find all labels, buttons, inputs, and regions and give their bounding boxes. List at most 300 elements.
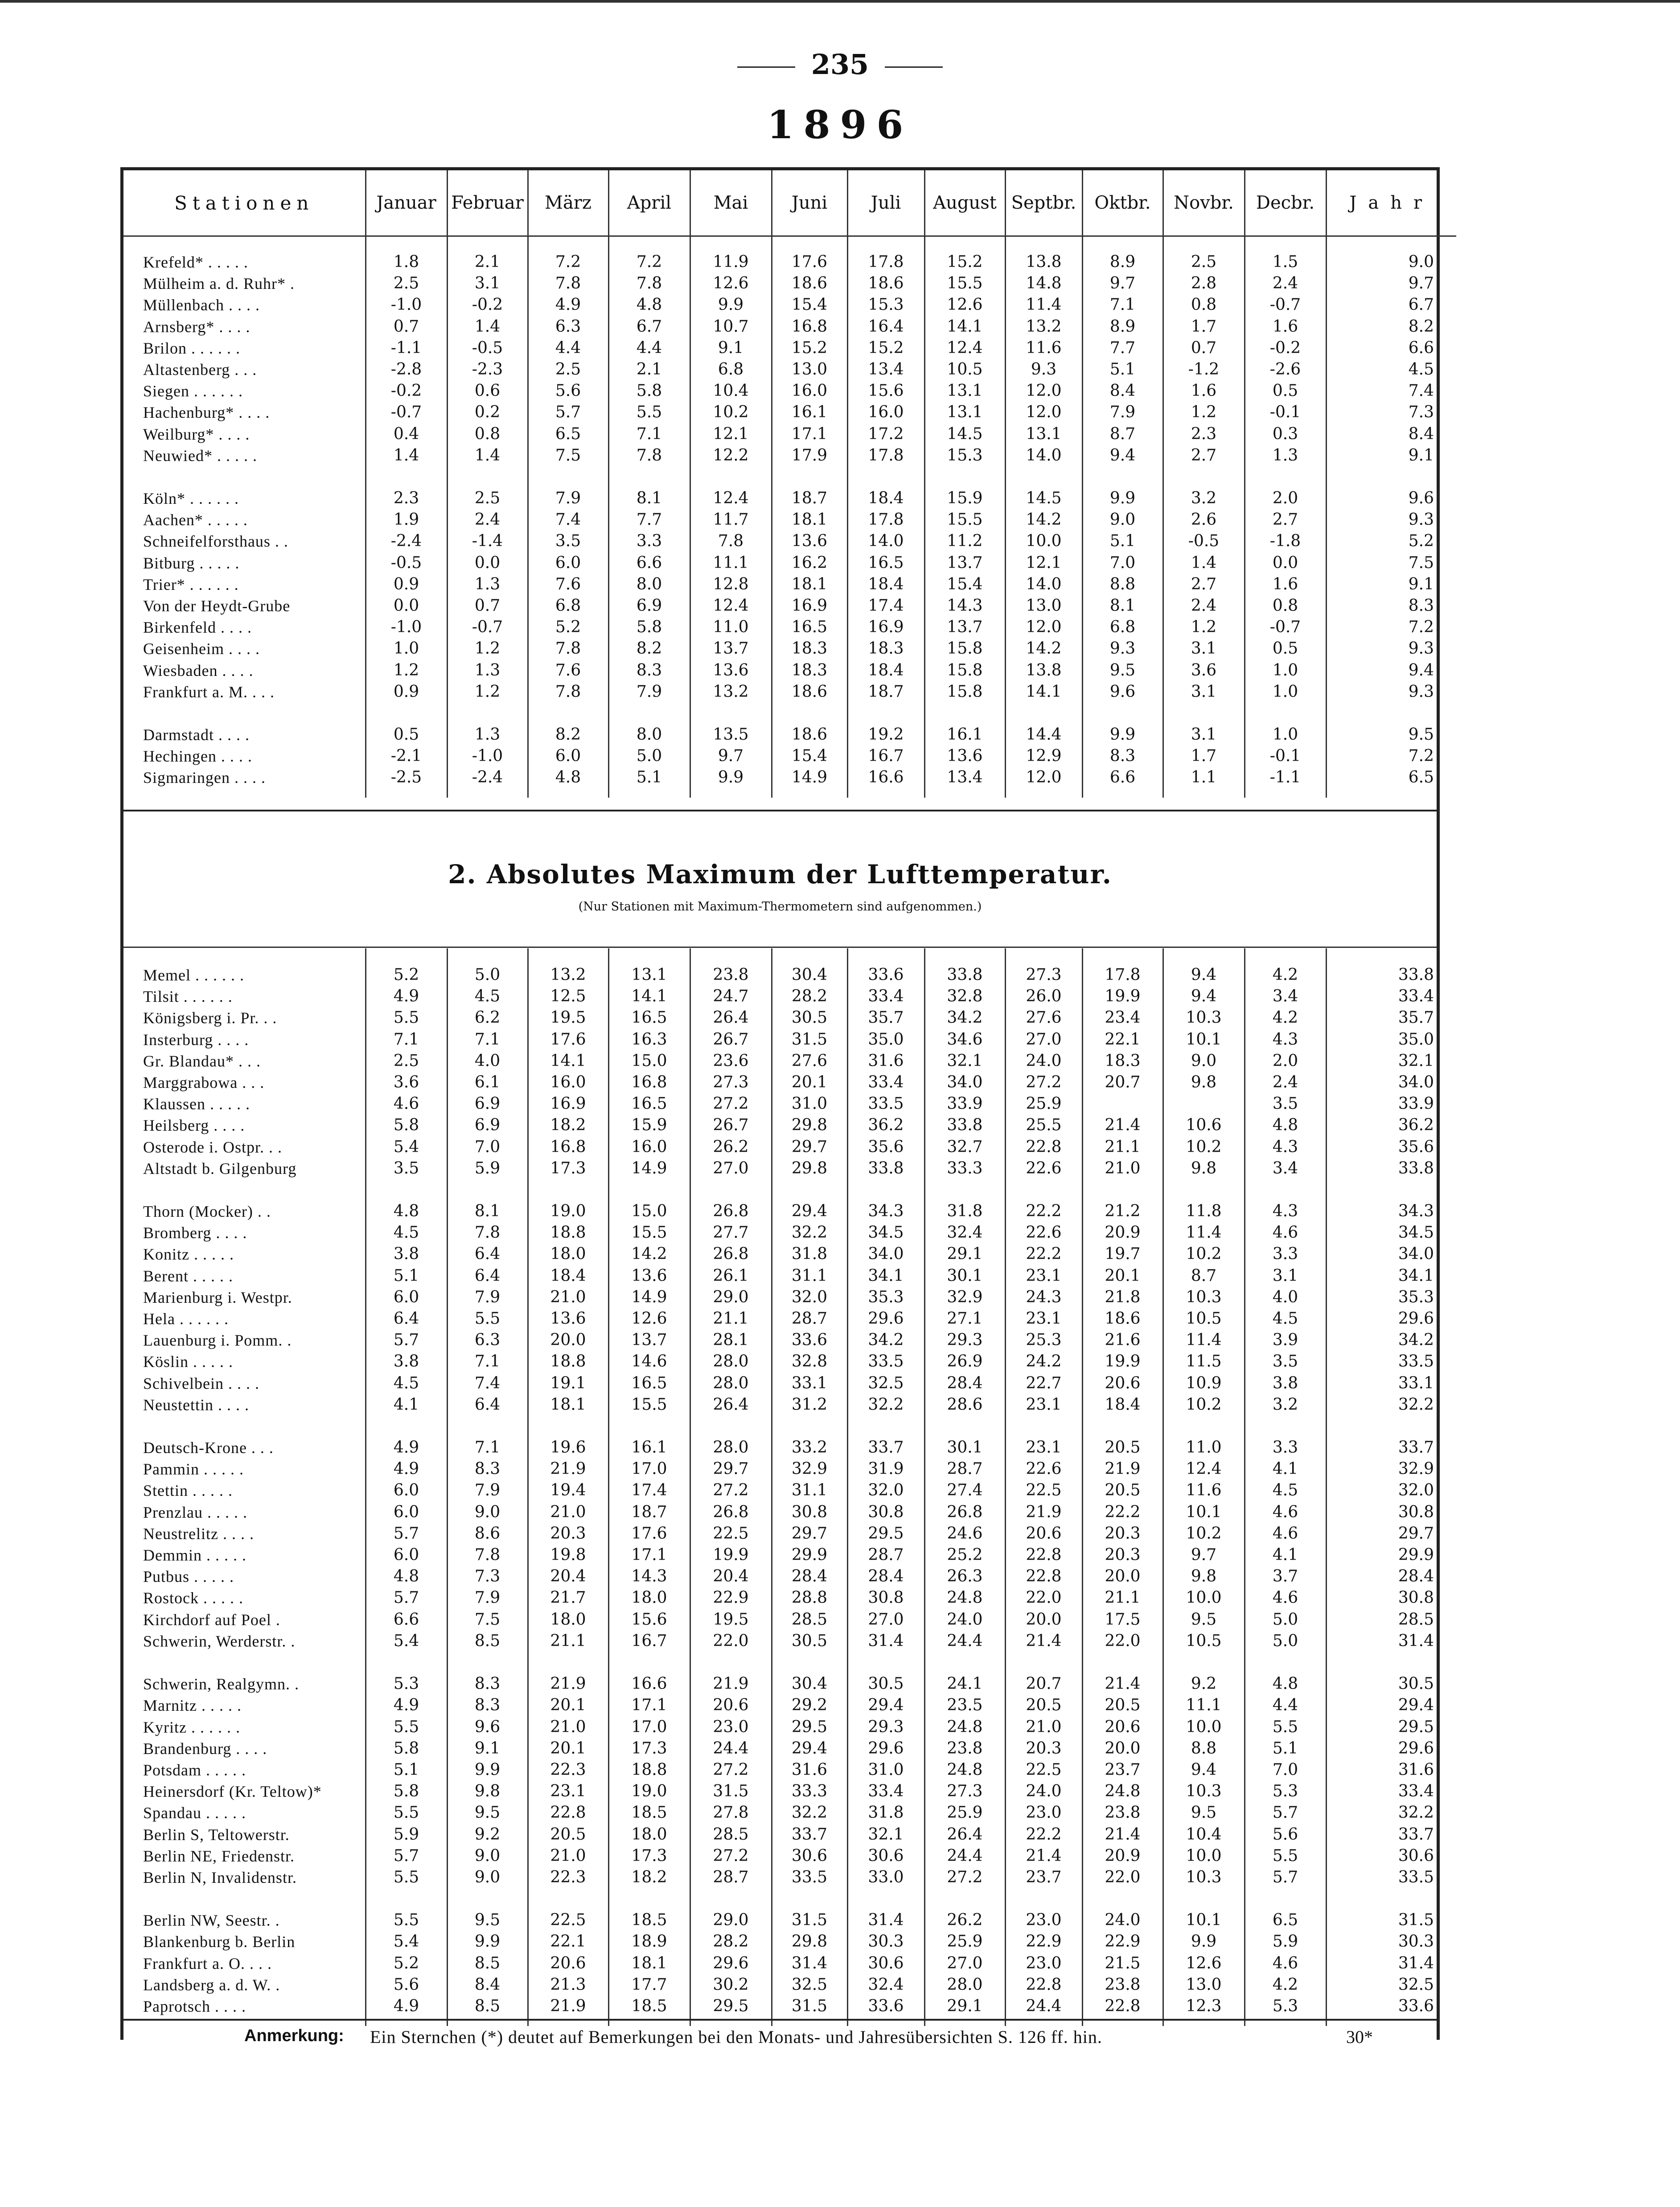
station-name: Berlin NW, Seestr. .: [143, 1911, 280, 1930]
month-value-cell: 9.1: [690, 338, 772, 359]
month-value-cell: 29.6: [847, 1308, 924, 1330]
month-value-cell: 24.4: [924, 1631, 1005, 1652]
month-value-cell: 2.1: [447, 251, 528, 273]
month-value-cell: 5.9: [447, 1158, 528, 1179]
month-value-cell: 18.1: [608, 1953, 690, 1974]
spacer-cell: [123, 466, 366, 488]
month-value-cell: 4.5: [1245, 1480, 1326, 1501]
spacer-cell: [772, 1179, 847, 1201]
month-value-cell: 18.4: [847, 574, 924, 595]
month-value-cell: 2.1: [608, 359, 690, 380]
spacer-cell: [1326, 948, 1456, 964]
station-row: [123, 1867, 1456, 1888]
month-value-cell: -0.2: [366, 380, 447, 402]
station-row: [123, 1695, 1456, 1716]
month-value-cell: 1.6: [1245, 316, 1326, 338]
month-value-cell: 1.3: [447, 724, 528, 745]
year-value-cell: 33.6: [1326, 1996, 1456, 2017]
spacer-cell: [1245, 703, 1326, 724]
station-row: [123, 1502, 1456, 1523]
month-value-cell: 5.5: [366, 1867, 447, 1888]
month-value-cell: 13.8: [1005, 660, 1082, 681]
month-value-cell: 14.1: [608, 986, 690, 1007]
month-value-cell: 20.9: [1082, 1222, 1163, 1243]
month-value-cell: 2.0: [1245, 488, 1326, 509]
month-value-cell: 5.5: [366, 1007, 447, 1029]
station-row: [123, 1243, 1456, 1265]
station-name: Mülheim a. d. Ruhr* .: [143, 275, 295, 293]
month-value-cell: 1.5: [1245, 251, 1326, 273]
month-value-cell: 7.3: [447, 1566, 528, 1587]
month-value-cell: 3.8: [366, 1351, 447, 1372]
month-value-cell: 31.5: [772, 1996, 847, 2017]
spacer-cell: [690, 466, 772, 488]
month-value-cell: 3.1: [447, 273, 528, 294]
month-value-cell: 8.4: [1082, 380, 1163, 402]
month-value-cell: 11.1: [690, 552, 772, 574]
month-value-cell: 31.4: [772, 1953, 847, 1974]
month-value-cell: 3.6: [366, 1072, 447, 1093]
month-value-cell: 3.1: [1163, 681, 1245, 703]
month-value-cell: 13.0: [1163, 1974, 1245, 1996]
header-month: Mai: [690, 170, 772, 236]
month-value-cell: 13.6: [690, 660, 772, 681]
station-row: [123, 359, 1456, 380]
year-value-cell: 32.1: [1326, 1050, 1456, 1072]
month-value-cell: 2.5: [447, 488, 528, 509]
month-value-cell: 7.6: [528, 574, 608, 595]
month-value-cell: 3.7: [1245, 1566, 1326, 1587]
month-value-cell: 27.6: [1005, 1007, 1082, 1029]
year-value-cell: 8.3: [1326, 595, 1456, 617]
month-value-cell: 31.8: [924, 1201, 1005, 1222]
year-value-cell: 33.4: [1326, 1781, 1456, 1802]
year-value-cell: 30.5: [1326, 1673, 1456, 1695]
month-value-cell: 5.7: [366, 1845, 447, 1867]
station-row: [123, 1931, 1456, 1952]
month-value-cell: 28.1: [690, 1330, 772, 1351]
month-value-cell: 15.6: [847, 380, 924, 402]
month-value-cell: 8.0: [608, 574, 690, 595]
month-value-cell: 34.0: [924, 1072, 1005, 1093]
month-value-cell: 28.7: [847, 1544, 924, 1566]
station-row: [123, 1351, 1456, 1372]
month-value-cell: 3.3: [608, 531, 690, 552]
month-value-cell: 18.8: [608, 1759, 690, 1781]
month-value-cell: 4.8: [366, 1566, 447, 1587]
station-row: [123, 1201, 1456, 1222]
spacer-cell: [690, 1416, 772, 1437]
month-value-cell: 30.3: [847, 1931, 924, 1952]
month-value-cell: 25.9: [1005, 1093, 1082, 1115]
month-value-cell: 9.5: [1082, 660, 1163, 681]
month-value-cell: 20.7: [1005, 1673, 1082, 1695]
station-name: Frankfurt a. O. . . .: [143, 1954, 272, 1972]
spacer-cell: [1326, 1416, 1456, 1437]
month-value-cell: 23.8: [690, 964, 772, 986]
month-value-cell: 2.0: [1245, 1050, 1326, 1072]
month-value-cell: 1.4: [447, 445, 528, 466]
month-value-cell: 7.8: [690, 531, 772, 552]
station-name: Müllenbach . . . .: [143, 296, 260, 314]
month-value-cell: 5.5: [1245, 1717, 1326, 1738]
month-value-cell: 11.6: [1005, 338, 1082, 359]
month-value-cell: 3.5: [1245, 1351, 1326, 1372]
year-value-cell: 30.3: [1326, 1931, 1456, 1952]
spacer-cell: [1163, 1179, 1245, 1201]
month-value-cell: 29.5: [847, 1523, 924, 1544]
month-value-cell: 30.4: [772, 1673, 847, 1695]
station-row: [123, 1437, 1456, 1458]
year-value-cell: 30.8: [1326, 1502, 1456, 1523]
month-value-cell: 12.0: [1005, 402, 1082, 423]
spacer-row: [123, 1416, 1456, 1437]
spacer-cell: [1163, 1652, 1245, 1673]
month-value-cell: 21.4: [1082, 1673, 1163, 1695]
month-value-cell: 22.0: [1005, 1587, 1082, 1609]
month-value-cell: 13.0: [772, 359, 847, 380]
station-name: Sigmaringen . . . .: [143, 769, 266, 787]
month-value-cell: 4.0: [1245, 1287, 1326, 1308]
month-value-cell: 16.8: [608, 1072, 690, 1093]
station-name: Konitz . . . . .: [143, 1245, 234, 1264]
month-value-cell: 17.6: [528, 1029, 608, 1050]
month-value-cell: 15.8: [924, 638, 1005, 659]
month-value-cell: 24.1: [924, 1673, 1005, 1695]
spacer-cell: [123, 703, 366, 724]
month-value-cell: 5.3: [1245, 1781, 1326, 1802]
month-value-cell: 15.5: [924, 273, 1005, 294]
month-value-cell: 22.6: [1005, 1158, 1082, 1179]
month-value-cell: 0.5: [1245, 380, 1326, 402]
month-value-cell: 5.2: [528, 617, 608, 638]
month-value-cell: 32.1: [924, 1050, 1005, 1072]
month-value-cell: 18.5: [608, 1802, 690, 1824]
month-value-cell: 6.9: [447, 1115, 528, 1136]
spacer-cell: [528, 703, 608, 724]
month-value-cell: 22.0: [1082, 1867, 1163, 1888]
month-value-cell: 20.1: [528, 1695, 608, 1716]
month-value-cell: 21.0: [528, 1845, 608, 1867]
month-value-cell: 18.0: [608, 1587, 690, 1609]
month-value-cell: 22.7: [1005, 1373, 1082, 1394]
month-value-cell: 27.2: [690, 1480, 772, 1501]
month-value-cell: 9.2: [1163, 1673, 1245, 1695]
spacer-cell: [924, 466, 1005, 488]
month-value-cell: -1.0: [447, 745, 528, 767]
month-value-cell: 14.3: [608, 1566, 690, 1587]
station-name: Potsdam . . . . .: [143, 1761, 246, 1779]
month-value-cell: 26.9: [924, 1351, 1005, 1372]
month-value-cell: 6.4: [447, 1394, 528, 1416]
month-value-cell: 16.0: [608, 1136, 690, 1158]
month-value-cell: 5.9: [366, 1824, 447, 1845]
month-value-cell: 14.1: [924, 316, 1005, 338]
month-value-cell: 16.0: [772, 380, 847, 402]
month-value-cell: 21.9: [528, 1458, 608, 1480]
month-value-cell: 10.0: [1005, 531, 1082, 552]
month-value-cell: 32.9: [924, 1287, 1005, 1308]
spacer-row: [123, 703, 1456, 724]
month-value-cell: 9.4: [1163, 964, 1245, 986]
month-value-cell: 21.0: [528, 1502, 608, 1523]
spacer-cell: [528, 1179, 608, 1201]
spacer-cell: [1082, 703, 1163, 724]
month-value-cell: 28.0: [690, 1437, 772, 1458]
month-value-cell: 5.0: [447, 964, 528, 986]
month-value-cell: 8.3: [447, 1695, 528, 1716]
month-value-cell: 8.8: [1082, 574, 1163, 595]
month-value-cell: 6.9: [447, 1093, 528, 1115]
year-value-cell: 7.4: [1326, 380, 1456, 402]
year-value-cell: 8.2: [1326, 316, 1456, 338]
year-value-cell: 33.4: [1326, 986, 1456, 1007]
month-value-cell: 26.2: [924, 1910, 1005, 1931]
station-name: Weilburg* . . . .: [143, 425, 250, 443]
month-value-cell: 28.7: [690, 1867, 772, 1888]
station-name: Von der Heydt-Grube: [143, 597, 291, 615]
month-value-cell: 32.2: [772, 1802, 847, 1824]
month-value-cell: 13.1: [1005, 424, 1082, 445]
month-value-cell: 4.3: [1245, 1201, 1326, 1222]
month-value-cell: 4.4: [608, 338, 690, 359]
month-value-cell: 4.9: [366, 1458, 447, 1480]
month-value-cell: 1.0: [1245, 724, 1326, 745]
month-value-cell: 7.2: [608, 251, 690, 273]
spacer-cell: [924, 1888, 1005, 1910]
station-row: [123, 1093, 1456, 1115]
month-value-cell: 26.4: [690, 1394, 772, 1416]
month-value-cell: 5.7: [366, 1523, 447, 1544]
station-row: [123, 1566, 1456, 1587]
month-value-cell: 28.4: [847, 1566, 924, 1587]
month-value-cell: 24.8: [924, 1759, 1005, 1781]
month-value-cell: 6.8: [528, 595, 608, 617]
month-value-cell: 31.8: [847, 1802, 924, 1824]
spacer-cell: [1245, 1179, 1326, 1201]
month-value-cell: 9.3: [1082, 638, 1163, 659]
month-value-cell: 21.0: [1082, 1158, 1163, 1179]
month-value-cell: 8.5: [447, 1953, 528, 1974]
station-row: [123, 724, 1456, 745]
spacer-cell: [123, 1416, 366, 1437]
table-bottom-rule: [123, 2019, 1437, 2021]
year-value-cell: 7.5: [1326, 552, 1456, 574]
station-name: Tilsit . . . . . .: [143, 988, 233, 1006]
month-value-cell: 14.3: [924, 595, 1005, 617]
page-number-text: 235: [811, 48, 869, 81]
station-name: Marnitz . . . . .: [143, 1696, 242, 1715]
month-value-cell: 5.6: [528, 380, 608, 402]
month-value-cell: 16.9: [528, 1093, 608, 1115]
month-value-cell: 29.7: [772, 1136, 847, 1158]
month-value-cell: 27.3: [1005, 964, 1082, 986]
month-value-cell: 24.0: [924, 1609, 1005, 1631]
month-value-cell: 9.1: [447, 1738, 528, 1759]
month-value-cell: 15.4: [772, 745, 847, 767]
month-value-cell: 28.5: [690, 1824, 772, 1845]
month-value-cell: 36.2: [847, 1115, 924, 1136]
spacer-cell: [1163, 948, 1245, 964]
month-value-cell: 2.8: [1163, 273, 1245, 294]
month-value-cell: 15.0: [608, 1201, 690, 1222]
month-value-cell: 7.1: [447, 1029, 528, 1050]
month-value-cell: 21.3: [528, 1974, 608, 1996]
month-value-cell: 29.4: [772, 1201, 847, 1222]
spacer-cell: [690, 1888, 772, 1910]
month-value-cell: 15.4: [772, 294, 847, 316]
month-value-cell: 32.1: [847, 1824, 924, 1845]
month-value-cell: 0.4: [366, 424, 447, 445]
month-value-cell: 9.8: [1163, 1566, 1245, 1587]
station-row: [123, 1953, 1456, 1974]
month-value-cell: 24.0: [1082, 1910, 1163, 1931]
month-value-cell: 23.0: [1005, 1910, 1082, 1931]
year-value-cell: 31.4: [1326, 1953, 1456, 1974]
month-value-cell: 26.8: [924, 1502, 1005, 1523]
month-value-cell: 20.9: [1082, 1845, 1163, 1867]
month-value-cell: 11.2: [924, 531, 1005, 552]
month-value-cell: -0.7: [447, 617, 528, 638]
month-value-cell: 2.3: [1163, 424, 1245, 445]
spacer-cell: [1163, 1416, 1245, 1437]
month-value-cell: -2.3: [447, 359, 528, 380]
spacer-cell: [608, 1888, 690, 1910]
month-value-cell: 33.7: [772, 1824, 847, 1845]
month-value-cell: 15.5: [608, 1222, 690, 1243]
station-name: Spandau . . . . .: [143, 1804, 246, 1822]
year-value-cell: 29.9: [1326, 1544, 1456, 1566]
station-row: [123, 1738, 1456, 1759]
month-value-cell: 22.5: [1005, 1759, 1082, 1781]
spacer-cell: [924, 1416, 1005, 1437]
month-value-cell: 14.6: [608, 1351, 690, 1372]
month-value-cell: 6.5: [528, 424, 608, 445]
header-month: März: [528, 170, 608, 236]
spacer-cell: [1005, 1416, 1082, 1437]
spacer-cell: [772, 1888, 847, 1910]
month-value-cell: 28.0: [690, 1373, 772, 1394]
month-value-cell: 17.4: [847, 595, 924, 617]
month-value-cell: 34.1: [847, 1265, 924, 1287]
month-value-cell: 1.8: [366, 251, 447, 273]
month-value-cell: 17.3: [608, 1845, 690, 1867]
month-value-cell: 2.7: [1163, 574, 1245, 595]
month-value-cell: 9.9: [690, 767, 772, 788]
month-value-cell: 15.5: [924, 509, 1005, 531]
month-value-cell: 4.8: [1245, 1115, 1326, 1136]
month-value-cell: 7.8: [528, 681, 608, 703]
month-value-cell: 4.5: [366, 1222, 447, 1243]
month-value-cell: 31.0: [772, 1093, 847, 1115]
year-value-cell: 29.5: [1326, 1717, 1456, 1738]
spacer-cell: [1082, 466, 1163, 488]
month-value-cell: 12.4: [1163, 1458, 1245, 1480]
month-value-cell: 21.9: [1082, 1458, 1163, 1480]
month-value-cell: 35.7: [847, 1007, 924, 1029]
month-value-cell: 11.5: [1163, 1351, 1245, 1372]
month-value-cell: 34.5: [847, 1222, 924, 1243]
spacer-cell: [1005, 703, 1082, 724]
month-value-cell: [1163, 1093, 1245, 1115]
month-value-cell: 28.4: [772, 1566, 847, 1587]
month-value-cell: 26.7: [690, 1115, 772, 1136]
month-value-cell: 1.7: [1163, 316, 1245, 338]
month-value-cell: 18.4: [847, 660, 924, 681]
month-value-cell: 10.6: [1163, 1115, 1245, 1136]
month-value-cell: 25.9: [924, 1802, 1005, 1824]
month-value-cell: 1.4: [366, 445, 447, 466]
month-value-cell: 17.4: [608, 1480, 690, 1501]
month-value-cell: 11.1: [1163, 1695, 1245, 1716]
month-value-cell: 6.0: [366, 1480, 447, 1501]
station-row: [123, 1974, 1456, 1996]
month-value-cell: 21.9: [690, 1673, 772, 1695]
month-value-cell: 18.6: [1082, 1308, 1163, 1330]
station-row: [123, 595, 1456, 617]
month-value-cell: 21.0: [528, 1717, 608, 1738]
year-value-cell: 34.0: [1326, 1243, 1456, 1265]
month-value-cell: 3.5: [1245, 1093, 1326, 1115]
spacer-cell: [528, 1888, 608, 1910]
month-value-cell: 9.3: [1005, 359, 1082, 380]
month-value-cell: 16.1: [608, 1437, 690, 1458]
spacer-cell: [847, 789, 924, 798]
month-value-cell: 1.2: [1163, 617, 1245, 638]
spacer-row: [123, 1652, 1456, 1673]
month-value-cell: 6.0: [366, 1502, 447, 1523]
month-value-cell: 29.8: [772, 1115, 847, 1136]
month-value-cell: 0.8: [1163, 294, 1245, 316]
month-value-cell: 23.0: [690, 1717, 772, 1738]
station-name: Putbus . . . . .: [143, 1568, 234, 1586]
month-value-cell: 0.7: [366, 316, 447, 338]
month-value-cell: 22.2: [1005, 1201, 1082, 1222]
month-value-cell: -0.5: [447, 338, 528, 359]
month-value-cell: 5.8: [366, 1738, 447, 1759]
month-value-cell: 32.4: [924, 1222, 1005, 1243]
month-value-cell: 21.6: [1082, 1330, 1163, 1351]
maximum-temperature-table: [123, 948, 1456, 2026]
spacer-cell: [528, 789, 608, 798]
month-value-cell: 7.2: [528, 251, 608, 273]
spacer-cell: [447, 466, 528, 488]
spacer-cell: [1163, 1888, 1245, 1910]
month-value-cell: 34.6: [924, 1029, 1005, 1050]
month-value-cell: 15.9: [608, 1115, 690, 1136]
month-value-cell: 14.0: [1005, 574, 1082, 595]
month-value-cell: 9.5: [1163, 1609, 1245, 1631]
month-value-cell: 4.0: [447, 1050, 528, 1072]
month-value-cell: 12.0: [1005, 767, 1082, 788]
month-value-cell: 1.3: [447, 574, 528, 595]
page-number-left-dash: [737, 66, 795, 68]
month-value-cell: 20.6: [1005, 1523, 1082, 1544]
spacer-cell: [366, 1888, 447, 1910]
month-value-cell: 4.2: [1245, 964, 1326, 986]
header-month: Juni: [772, 170, 847, 236]
month-value-cell: 22.9: [1005, 1931, 1082, 1952]
header-month: Decbr.: [1245, 170, 1326, 236]
month-value-cell: 11.0: [1163, 1437, 1245, 1458]
month-value-cell: 17.5: [1082, 1609, 1163, 1631]
month-value-cell: 18.9: [608, 1931, 690, 1952]
spacer-cell: [690, 948, 772, 964]
month-value-cell: 5.7: [366, 1330, 447, 1351]
spacer-cell: [1245, 1652, 1326, 1673]
month-value-cell: 3.8: [1245, 1373, 1326, 1394]
month-value-cell: 28.0: [924, 1974, 1005, 1996]
